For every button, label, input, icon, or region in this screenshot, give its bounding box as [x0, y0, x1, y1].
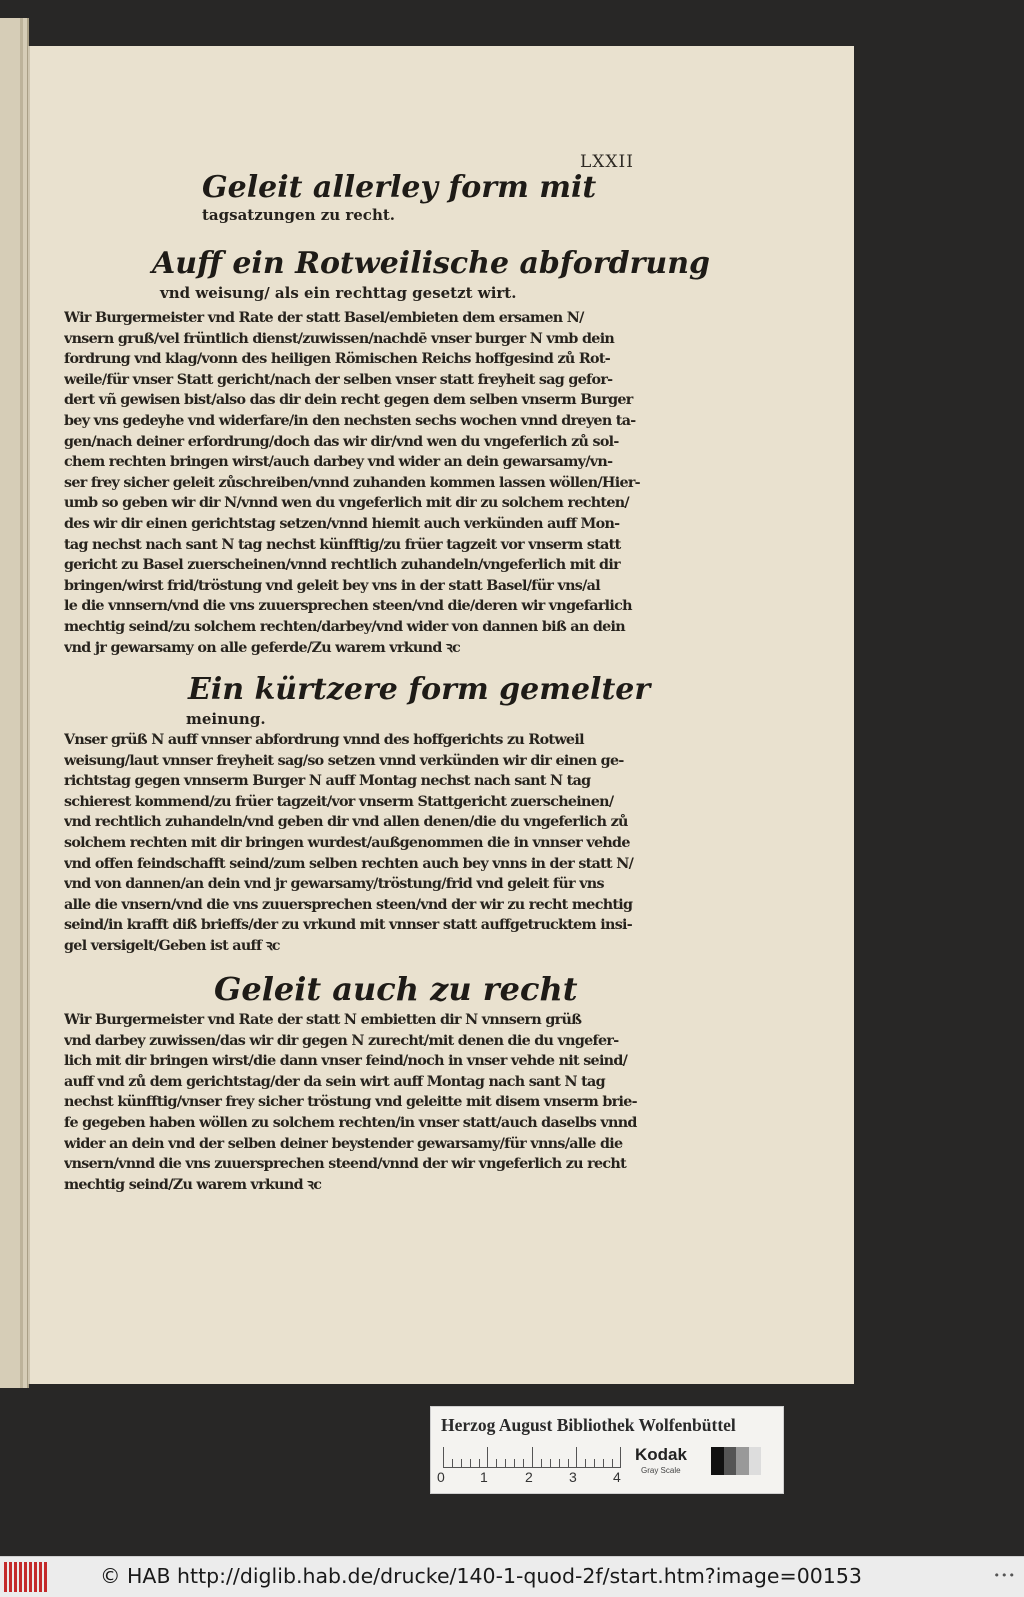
text-line: schierest kommend/zu früer tagzeit/vor vnserm Stattgericht zuerscheinen/: [64, 793, 614, 810]
text-line: auff vnd zů dem gerichtstag/der da sein wirt auff Montag nach sant N tag: [64, 1073, 605, 1090]
previous-page-edge: [0, 18, 29, 1388]
text-line: weisung/laut vnnser freyheit sag/so setzen vnnd verkünden wir dir einen ge-: [64, 752, 624, 769]
text-line: vnd darbey zuwissen/das wir dir gegen N zurecht/mit denen die du vngefer-: [64, 1032, 619, 1049]
scale-number: 3: [569, 1469, 577, 1485]
section-title-geleit: Geleit allerley form mit: [202, 170, 597, 205]
text-line: dert vñ gewisen bist/also das dir dein recht gegen dem selben vnserm Burger: [64, 392, 633, 409]
text-line: mechtig seind/zu solchem rechten/darbey/vnd wider von dannen biß an dein: [64, 618, 625, 635]
text-line: seind/in krafft diß brieffs/der zu vrkund mit vnnser statt auffgetrucktem insi-: [64, 917, 633, 934]
library-name: Herzog August Bibliothek Wolfenbüttel: [441, 1415, 736, 1435]
text-line: alle die vnsern/vnd die vns zuuersprechen steen/vnd der wir zu recht mechtig: [64, 896, 633, 913]
section-subtitle-kuertzere: meinung.: [186, 710, 266, 728]
text-line: mechtig seind/Zu warem vrkund ꝛc: [64, 1176, 322, 1193]
text-line: lich mit dir bringen wirst/die dann vnser feind/noch in vnser vehde nit seind/: [64, 1053, 628, 1070]
paragraph-kuertzere: [64, 730, 704, 957]
calibration-card: [430, 1406, 784, 1494]
text-line: bey vns gedeyhe vnd widerfare/in den nechsten sechs wochen vnnd dreyen ta-: [64, 412, 636, 429]
text-line: vnd jr gewarsamy on alle geferde/Zu warem vrkund ꝛc: [64, 639, 460, 656]
kodak-logo: Kodak: [635, 1445, 687, 1464]
text-line: Vnser grüß N auff vnnser abfordrung vnnd des hoffgerichts zu Rotweil: [64, 732, 584, 748]
text-line: des wir dir einen gerichtstag setzen/vnnd hiemit auch verkünden auff Mon-: [64, 515, 620, 532]
scale-number: 0: [437, 1469, 445, 1485]
section-title-kuertzere: Ein kürtzere form gemelter: [188, 672, 651, 707]
footer-bar: [0, 1556, 1024, 1597]
book-page: [28, 46, 854, 1384]
scale-number: 2: [525, 1469, 533, 1485]
hab-logo-icon: [4, 1562, 48, 1592]
section-subtitle-geleit: tagsatzungen zu recht.: [202, 206, 396, 224]
section-title-geleit-recht: Geleit auch zu recht: [214, 970, 578, 1008]
section-subtitle-rotweil: vnd weisung/ als ein rechttag gesetzt wirt.: [160, 284, 517, 302]
text-line: wider an dein vnd der selben deiner beystender gewarsamy/für vnns/alle die: [64, 1135, 623, 1152]
text-line: ser frey sicher geleit zůschreiben/vnnd zuhanden kommen lassen wöllen/Hier-: [64, 474, 640, 491]
scale-number: 1: [480, 1469, 488, 1485]
text-line: Wir Burgermeister vnd Rate der statt Basel/embieten dem ersamen N/: [64, 310, 584, 326]
text-line: vnd offen feindschafft seind/zum selben rechten auch bey vnns in der statt N/: [64, 855, 634, 872]
more-icon[interactable]: •••: [993, 1569, 1016, 1582]
text-line: tag nechst nach sant N tag nechst künfftig/zu früer tagzeit vor vnserm statt: [64, 536, 621, 553]
text-line: le die vnnsern/vnd die vns zuuersprechen steen/vnd die/deren wir vngefarlich: [64, 598, 632, 615]
text-line: weile/für vnser Statt gericht/nach der selben vnser statt freyheit sag gefor-: [64, 371, 613, 388]
section-title-rotweil: Auff ein Rotweilische abfordrung: [152, 246, 711, 281]
text-line: vnsern/vnnd die vns zuuersprechen steend/vnnd der wir vngeferlich zu recht: [64, 1156, 626, 1173]
scale-numbers: [437, 1469, 627, 1487]
paragraph-geleit-recht: [64, 1010, 704, 1195]
folio-number: LXXII: [580, 152, 634, 172]
text-line: umb so geben wir dir N/vnnd wen du vngeferlich mit dir zu solchem rechten/: [64, 495, 629, 512]
text-line: solchem rechten mit dir bringen wurdest/außgenommen die in vnnser vehde: [64, 834, 630, 851]
paragraph-rotweil: [64, 308, 704, 658]
text-line: chem rechten bringen wirst/auch darbey vnd wider an dein gewarsamy/vn-: [64, 454, 613, 471]
text-line: nechst künfftig/vnser frey sicher tröstung vnd geleitte mit disem vnserm brie-: [64, 1094, 637, 1111]
text-line: fordrung vnd klag/vonn des heiligen Römischen Reichs hoffgesind zů Rot-: [64, 351, 611, 368]
text-line: vnsern gruß/vel früntlich dienst/zuwissen/nachdē vnser burger N vmb dein: [64, 330, 615, 347]
text-line: gel versigelt/Geben ist auff ꝛc: [64, 937, 280, 954]
text-line: bringen/wirst frid/tröstung vnd geleit bey vns in der statt Basel/für vns/al: [64, 577, 600, 594]
text-line: gen/nach deiner erfordrung/doch das wir dir/vnd wen du vngeferlich zů sol-: [64, 433, 619, 450]
scale-ruler: [443, 1447, 621, 1468]
gray-swatches: [711, 1447, 761, 1475]
text-line: vnd von dannen/an dein vnd jr gewarsamy/tröstung/frid vnd geleit für vns: [64, 876, 604, 893]
gray-scale-label: Gray Scale: [641, 1466, 681, 1475]
text-line: richtstag gegen vnnserm Burger N auff Montag nechst nach sant N tag: [64, 773, 591, 790]
text-line: fe gegeben haben wöllen zu solchem rechten/in vnser statt/auch daselbs vnnd: [64, 1114, 637, 1131]
text-line: gericht zu Basel zuerscheinen/vnnd rechtlich zuhandeln/vngeferlich mit dir: [64, 557, 620, 574]
copyright-url[interactable]: © HAB http://diglib.hab.de/drucke/140-1-quod-2f/start.htm?image=00153: [100, 1564, 862, 1588]
text-line: vnd rechtlich zuhandeln/vnd geben dir vnd allen denen/die du vngeferlich zů: [64, 814, 628, 831]
text-line: Wir Burgermeister vnd Rate der statt N embietten dir N vnnsern grüß: [64, 1012, 582, 1028]
scale-number: 4: [613, 1469, 621, 1485]
